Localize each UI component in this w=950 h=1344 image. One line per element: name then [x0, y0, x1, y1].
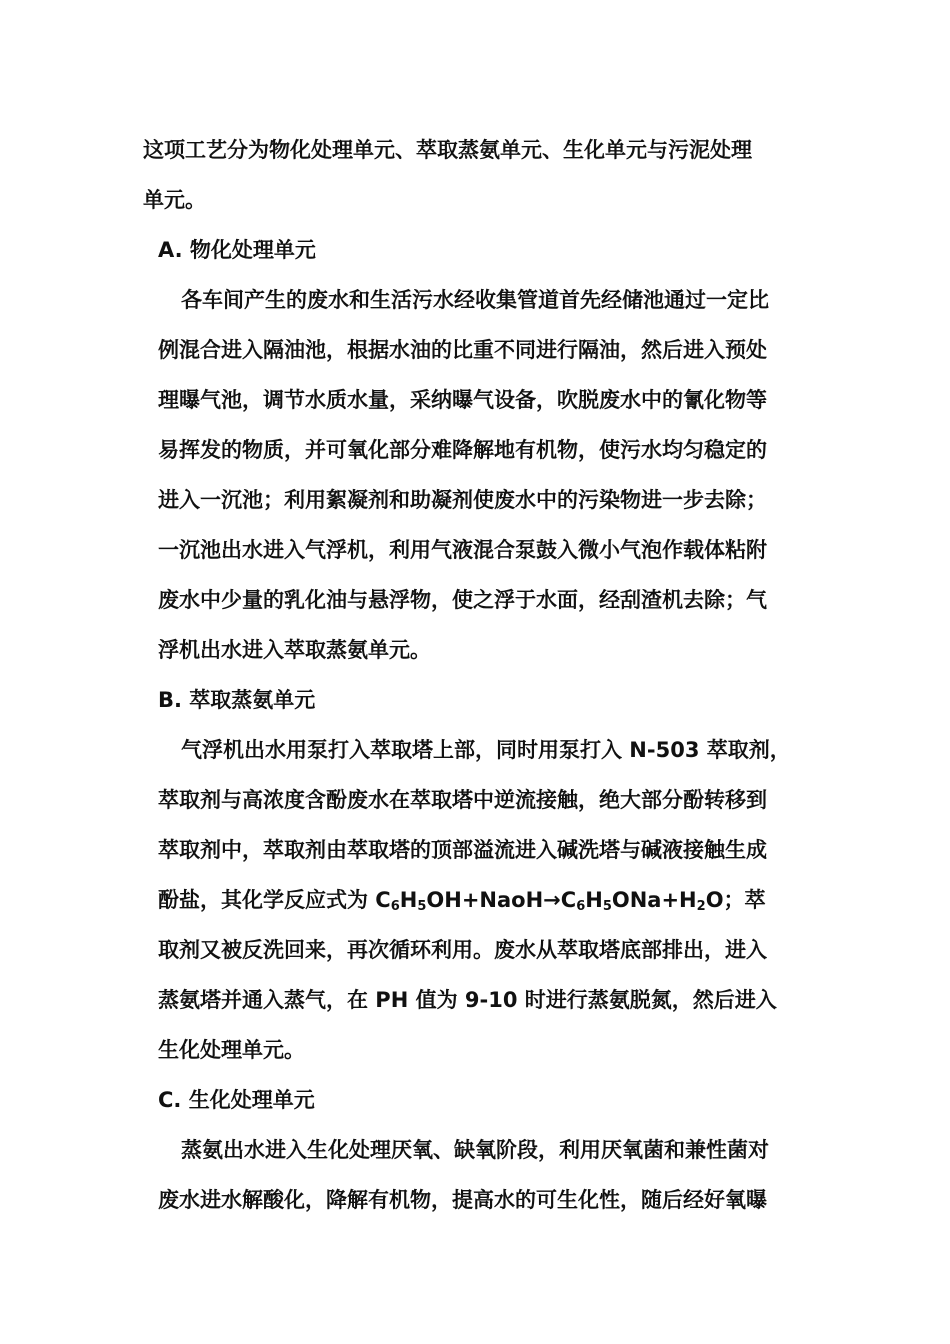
- formula-text: H: [585, 888, 603, 912]
- formula-subscript: 5: [602, 899, 612, 914]
- section-a-line-2: 例混合进入隔油池，根据水油的比重不同进行隔油，然后进入预处: [158, 338, 767, 362]
- formula-prefix: 酚盐，其化学反应式为 C: [158, 888, 391, 912]
- section-b-formula-line: [158, 886, 766, 914]
- formula-text: H: [399, 888, 418, 912]
- section-a-line-8: 浮机出水进入萃取蒸氨单元。: [158, 638, 431, 662]
- section-b-heading: B. 萃取蒸氨单元: [158, 688, 316, 712]
- section-a-line-4: 易挥发的物质，并可氧化部分难降解地有机物，使污水均匀稳定的: [158, 438, 767, 462]
- section-b-line-1: 气浮机出水用泵打入萃取塔上部，同时用泵打入 N-503 萃取剂，: [181, 738, 791, 762]
- section-c-line-2: 废水进水解酸化，降解有机物，提高水的可生化性，随后经好氧曝: [158, 1188, 767, 1212]
- formula-subscript: 2: [696, 899, 706, 914]
- section-a-line-3: 理曝气池，调节水质水量，采纳曝气设备，吹脱废水中的氰化物等: [158, 388, 767, 412]
- formula-subscript: 5: [417, 899, 427, 914]
- section-a-heading: A. 物化处理单元: [158, 238, 316, 262]
- section-b-line-5: 取剂又被反洗回来，再次循环利用。废水从萃取塔底部排出，进入: [158, 938, 767, 962]
- intro-line-2: 单元。: [143, 188, 206, 212]
- formula-subscript: 6: [390, 899, 400, 914]
- section-c-line-1: 蒸氨出水进入生化处理厌氧、缺氧阶段，利用厌氧菌和兼性菌对: [181, 1138, 769, 1162]
- formula-text: ONa+H: [611, 888, 697, 912]
- section-a-line-6: 一沉池出水进入气浮机，利用气液混合泵鼓入微小气泡作载体粘附: [158, 538, 767, 562]
- section-b-line-7: 生化处理单元。: [158, 1038, 305, 1062]
- section-a-line-7: 废水中少量的乳化油与悬浮物，使之浮于水面，经刮渣机去除；气: [158, 588, 767, 612]
- section-a-line-5: 进入一沉池；利用絮凝剂和助凝剂使废水中的污染物进一步去除；: [158, 488, 767, 512]
- formula-text: OH+NaoH→C: [426, 888, 577, 912]
- section-b-line-6: 蒸氨塔并通入蒸气，在 PH 值为 9-10 时进行蒸氨脱氮，然后进入: [158, 988, 777, 1012]
- formula-subscript: 6: [576, 899, 586, 914]
- section-b-line-2: 萃取剂与高浓度含酚废水在萃取塔中逆流接触，绝大部分酚转移到: [158, 788, 767, 812]
- section-b-line-3: 萃取剂中，萃取剂由萃取塔的顶部溢流进入碱洗塔与碱液接触生成: [158, 838, 767, 862]
- formula-text: O；萃: [705, 888, 766, 912]
- section-c-heading: C. 生化处理单元: [158, 1088, 315, 1112]
- section-a-line-1: 各车间产生的废水和生活污水经收集管道首先经储池通过一定比: [181, 288, 769, 312]
- intro-line-1: 这项工艺分为物化处理单元、萃取蒸氨单元、生化单元与污泥处理: [143, 138, 752, 162]
